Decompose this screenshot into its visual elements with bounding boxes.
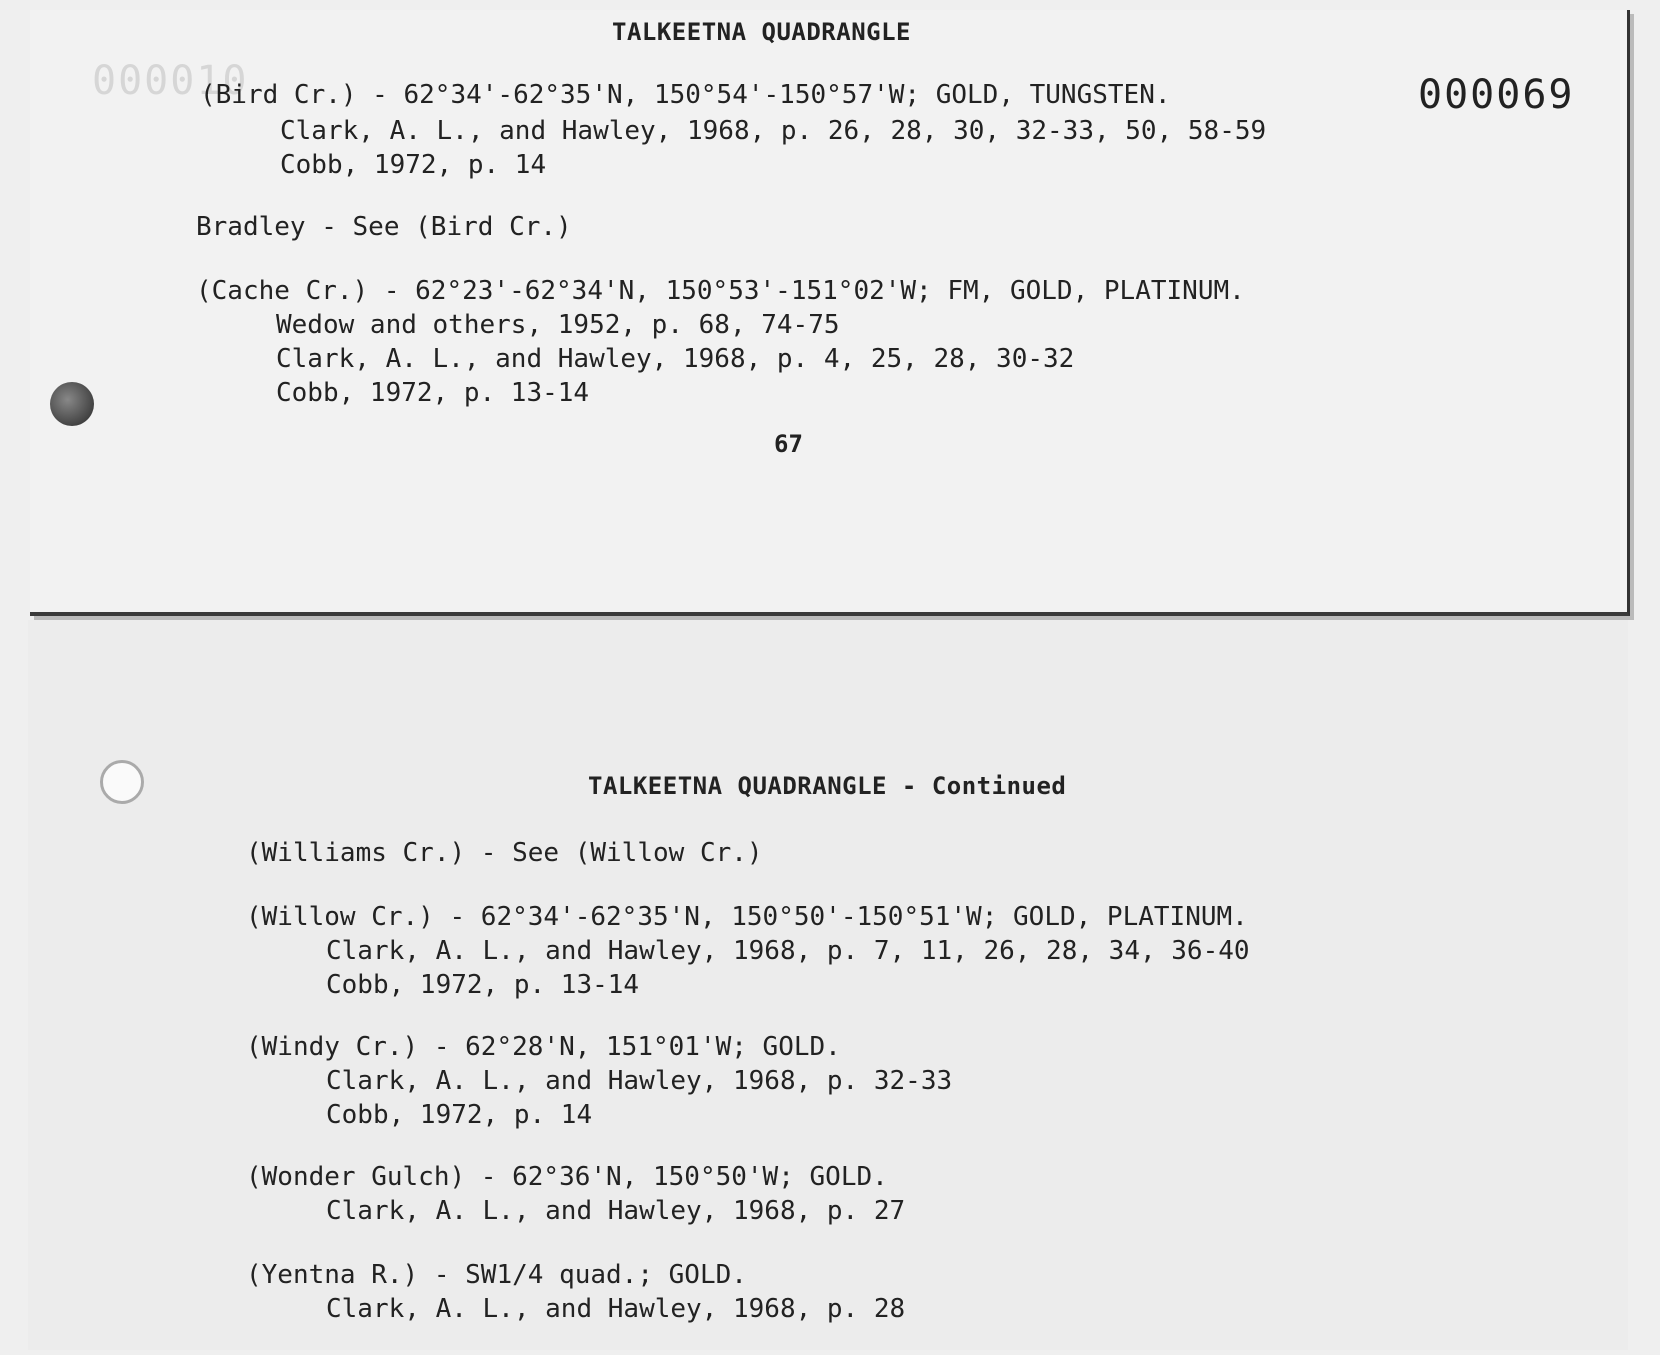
entry-heading: (Cache Cr.) - 62°23'-62°34'N, 150°53'-151°02'W; FM, GOLD, PLATINUM. bbox=[196, 276, 1245, 306]
card-stamp-number: 000069 bbox=[1418, 72, 1575, 118]
entry-reference: Cobb, 1972, p. 13-14 bbox=[326, 970, 640, 1000]
entry-reference: Clark, A. L., and Hawley, 1968, p. 26, 28, 30, 32-33, 50, 58-59 bbox=[280, 116, 1267, 146]
entry-reference: Clark, A. L., and Hawley, 1968, p. 32-33 bbox=[326, 1066, 953, 1096]
entry-reference: Clark, A. L., and Hawley, 1968, p. 7, 11, 26, 28, 34, 36-40 bbox=[326, 936, 1250, 966]
entry-reference: Clark, A. L., and Hawley, 1968, p. 4, 25, 28, 30-32 bbox=[276, 344, 1075, 374]
entry-reference: Wedow and others, 1952, p. 68, 74-75 bbox=[276, 310, 840, 340]
bottom-index-card bbox=[28, 620, 1628, 1350]
entry-heading: (Williams Cr.) - See (Willow Cr.) bbox=[246, 838, 763, 868]
card-title: TALKEETNA QUADRANGLE bbox=[612, 18, 911, 46]
entry-reference: Cobb, 1972, p. 14 bbox=[280, 150, 547, 180]
entry-reference: Clark, A. L., and Hawley, 1968, p. 27 bbox=[326, 1196, 906, 1226]
entry-reference: Clark, A. L., and Hawley, 1968, p. 28 bbox=[326, 1294, 906, 1324]
entry-heading: (Windy Cr.) - 62°28'N, 151°01'W; GOLD. bbox=[246, 1032, 841, 1062]
entry-heading: (Yentna R.) - SW1/4 quad.; GOLD. bbox=[246, 1260, 747, 1290]
entry-reference: Cobb, 1972, p. 13-14 bbox=[276, 378, 590, 408]
entry-reference: Cobb, 1972, p. 14 bbox=[326, 1100, 593, 1130]
page-number: 67 bbox=[774, 430, 803, 458]
punch-hole-dark bbox=[50, 382, 94, 426]
entry-heading: (Wonder Gulch) - 62°36'N, 150°50'W; GOLD. bbox=[246, 1162, 888, 1192]
faint-stamp-number: 000010 bbox=[92, 58, 249, 104]
top-index-card bbox=[30, 10, 1630, 616]
entry-heading: (Bird Cr.) - 62°34'-62°35'N, 150°54'-150°57'W; GOLD, TUNGSTEN. bbox=[200, 80, 1171, 110]
punch-hole-light bbox=[100, 760, 144, 804]
card-title: TALKEETNA QUADRANGLE - Continued bbox=[588, 772, 1067, 800]
entry-heading: (Willow Cr.) - 62°34'-62°35'N, 150°50'-150°51'W; GOLD, PLATINUM. bbox=[246, 902, 1248, 932]
entry-heading: Bradley - See (Bird Cr.) bbox=[196, 212, 572, 242]
